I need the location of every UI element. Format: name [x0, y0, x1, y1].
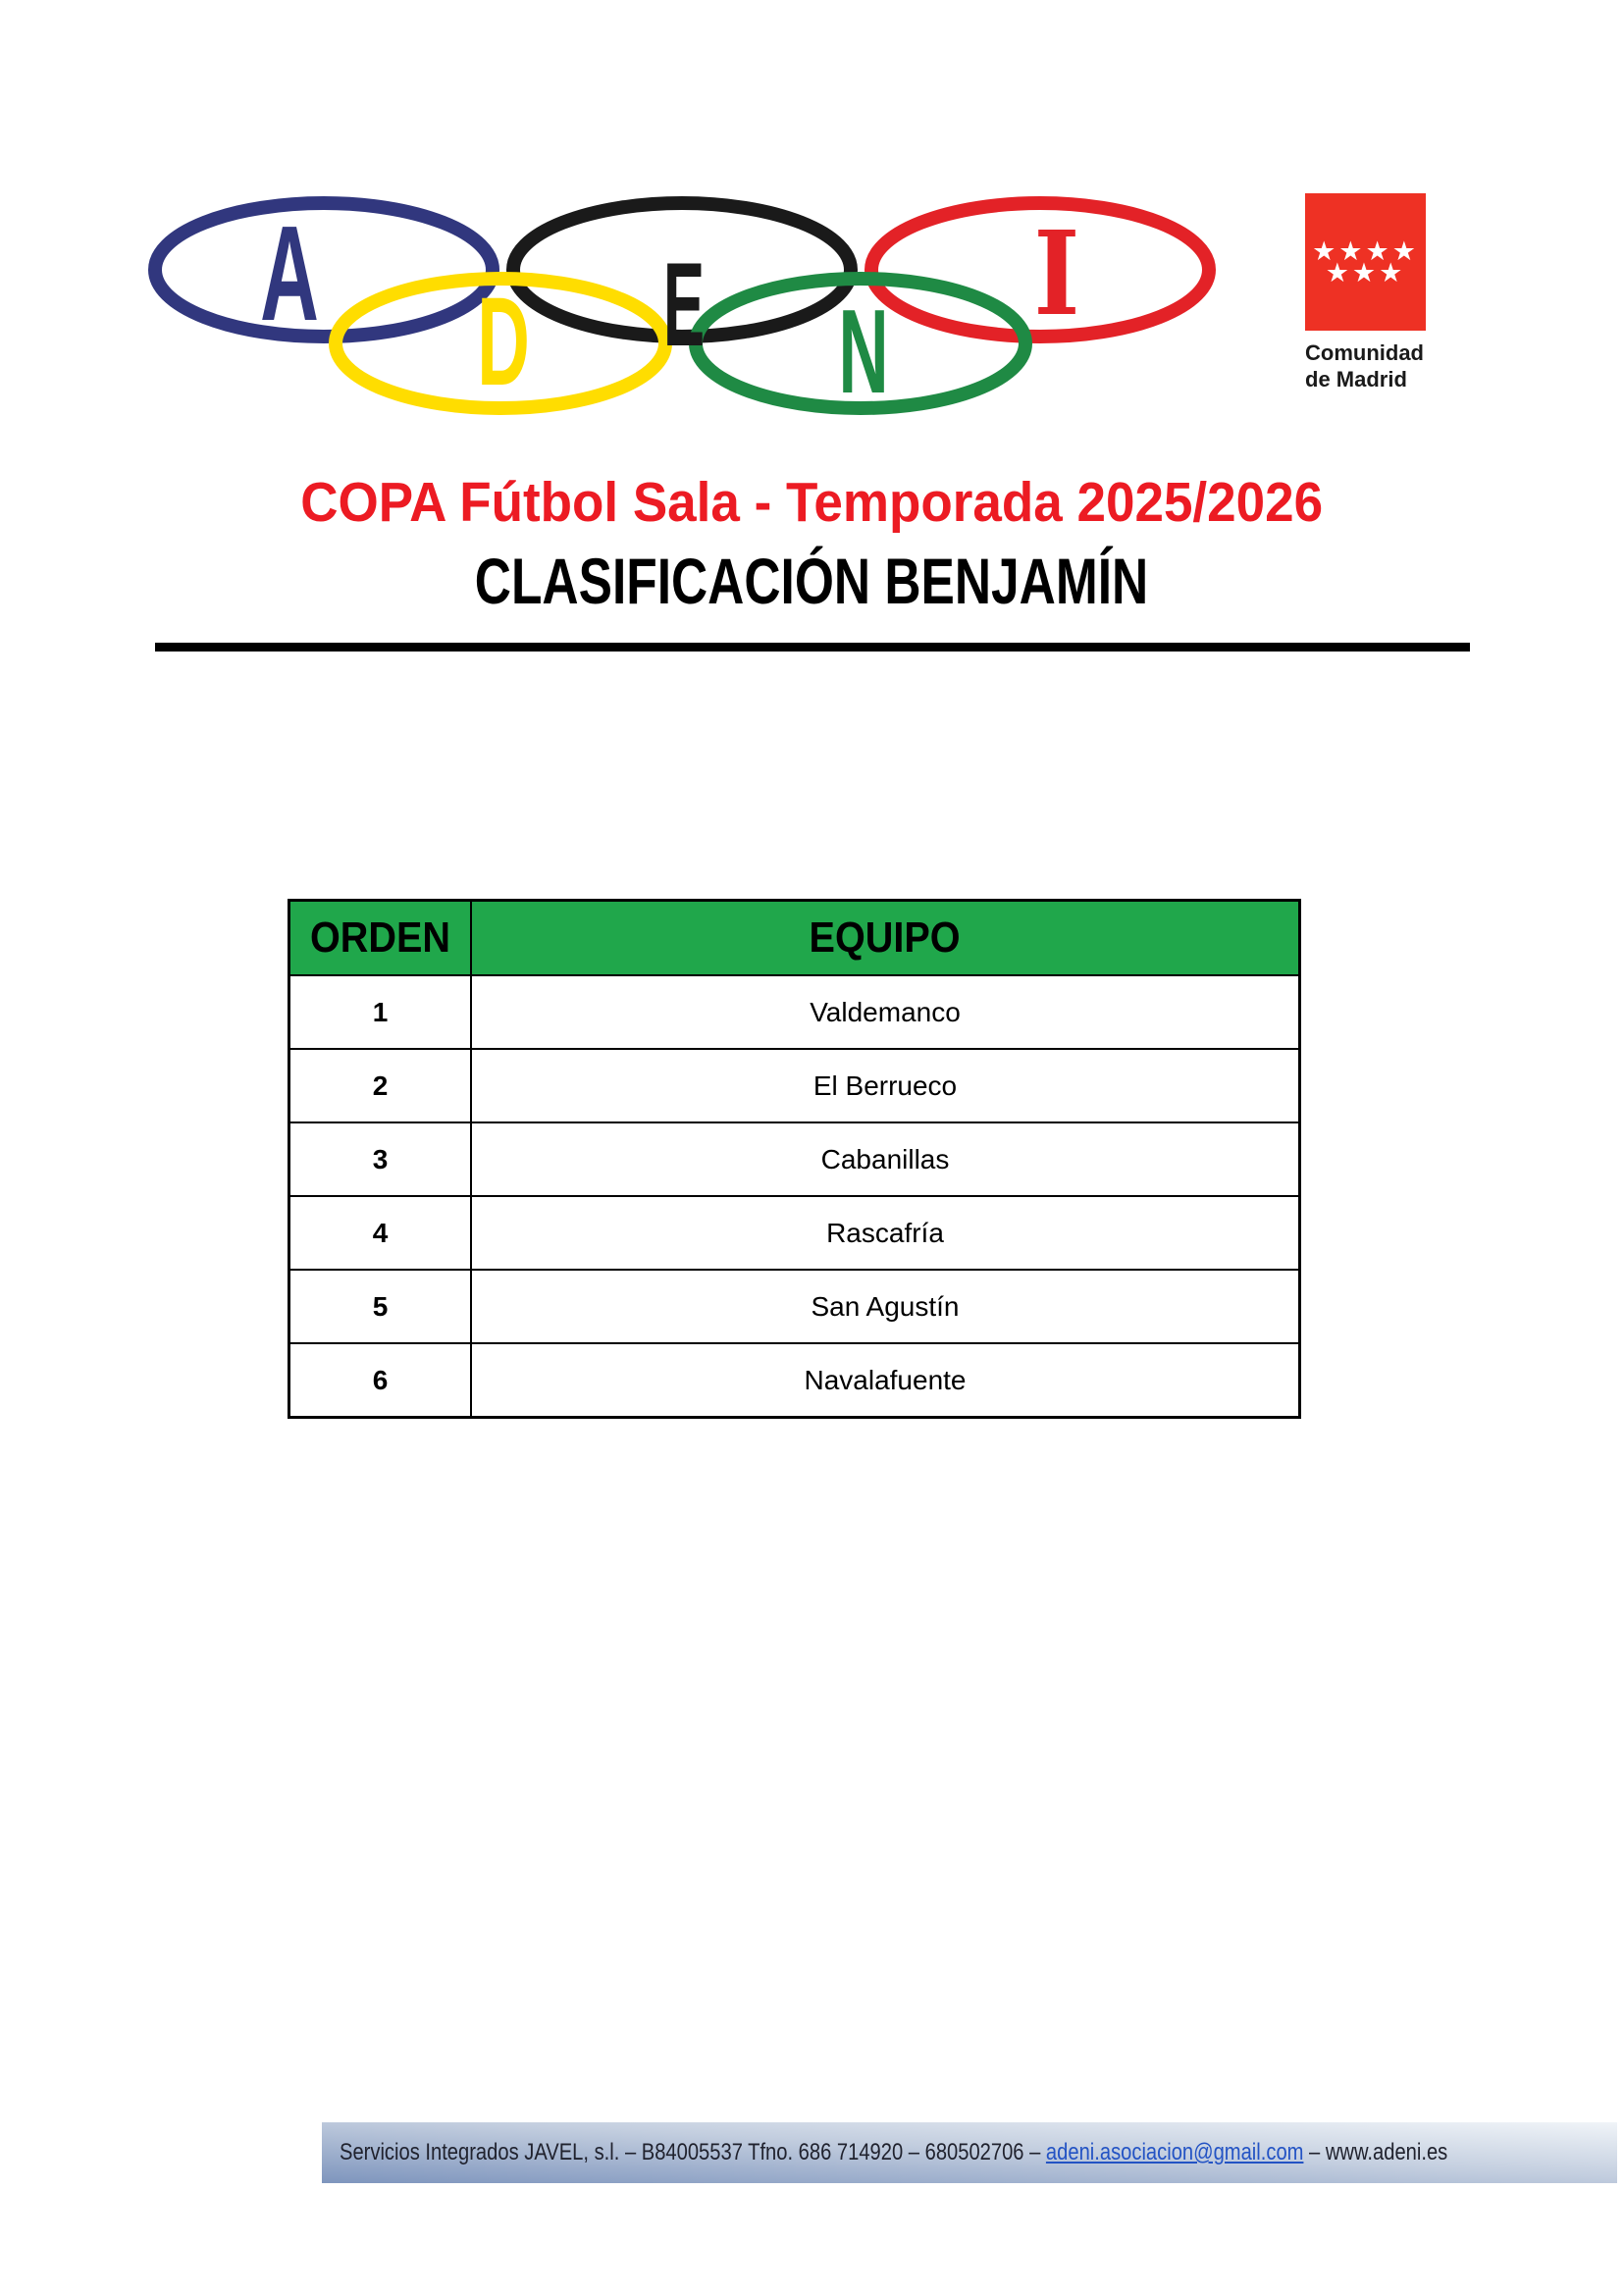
table-row — [290, 1344, 1298, 1416]
equipo-cell: Valdemanco — [810, 996, 961, 1027]
equipo-cell: Navalafuente — [804, 1364, 967, 1395]
column-header-orden-label: ORDEN — [309, 913, 451, 962]
footer-company-text: Servicios Integrados JAVEL, s.l. – B84005537 Tfno. 686 714920 – 680502706 – — [340, 2139, 1046, 2165]
madrid-logo-caption — [1305, 339, 1428, 392]
table-row — [290, 1123, 1298, 1197]
equipo-cell: Cabanillas — [820, 1143, 950, 1174]
footer-band — [322, 2122, 1617, 2183]
adeni-logo-icon — [142, 196, 1222, 417]
madrid-caption-line1: Comunidad — [1305, 340, 1424, 365]
equipo-cell: Rascafría — [826, 1217, 944, 1248]
orden-cell: 5 — [290, 1271, 472, 1342]
orden-cell: 1 — [290, 976, 472, 1048]
table-row — [290, 976, 1298, 1050]
madrid-stars-top: ★★★★ — [1312, 236, 1419, 266]
table-row — [290, 1050, 1298, 1123]
table-header-row — [290, 902, 1298, 976]
classification-title-text: CLASIFICACIÓN BENJAMÍN — [475, 545, 1149, 617]
column-header-equipo-label: EQUIPO — [809, 913, 962, 962]
adeni-ring-blue-icon — [155, 203, 493, 337]
equipo-cell: San Agustín — [811, 1290, 960, 1322]
adeni-letter-a: A — [260, 198, 319, 350]
title-divider-rule — [155, 643, 1470, 652]
comunidad-madrid-logo — [1305, 193, 1428, 392]
adeni-letter-d: D — [477, 272, 530, 413]
adeni-letter-n: N — [838, 286, 889, 417]
column-header-equipo — [472, 902, 1298, 974]
classification-table — [288, 899, 1301, 1419]
orden-cell: 3 — [290, 1123, 472, 1195]
orden-cell: 2 — [290, 1050, 472, 1121]
madrid-stars-bottom: ★★★ — [1325, 258, 1406, 287]
footer-text — [340, 2139, 1447, 2166]
footer-email-link[interactable]: adeni.asociacion@gmail.com — [1045, 2139, 1304, 2165]
equipo-cell: El Berrueco — [812, 1069, 958, 1101]
table-row — [290, 1197, 1298, 1271]
madrid-flag-icon — [1305, 193, 1426, 331]
table-row — [290, 1271, 1298, 1344]
table-body — [290, 976, 1298, 1416]
adeni-letter-e: E — [662, 236, 706, 372]
column-header-orden — [290, 902, 472, 974]
footer-website-text: – www.adeni.es — [1303, 2139, 1448, 2165]
orden-cell: 6 — [290, 1344, 472, 1416]
adeni-letter-i: I — [1033, 205, 1080, 342]
competition-title — [0, 473, 1624, 532]
orden-cell: 4 — [290, 1197, 472, 1269]
madrid-caption-line2: de Madrid — [1305, 367, 1407, 391]
classification-title — [0, 546, 1624, 616]
competition-title-text: COPA Fútbol Sala - Temporada 2025/2026 — [300, 471, 1324, 534]
